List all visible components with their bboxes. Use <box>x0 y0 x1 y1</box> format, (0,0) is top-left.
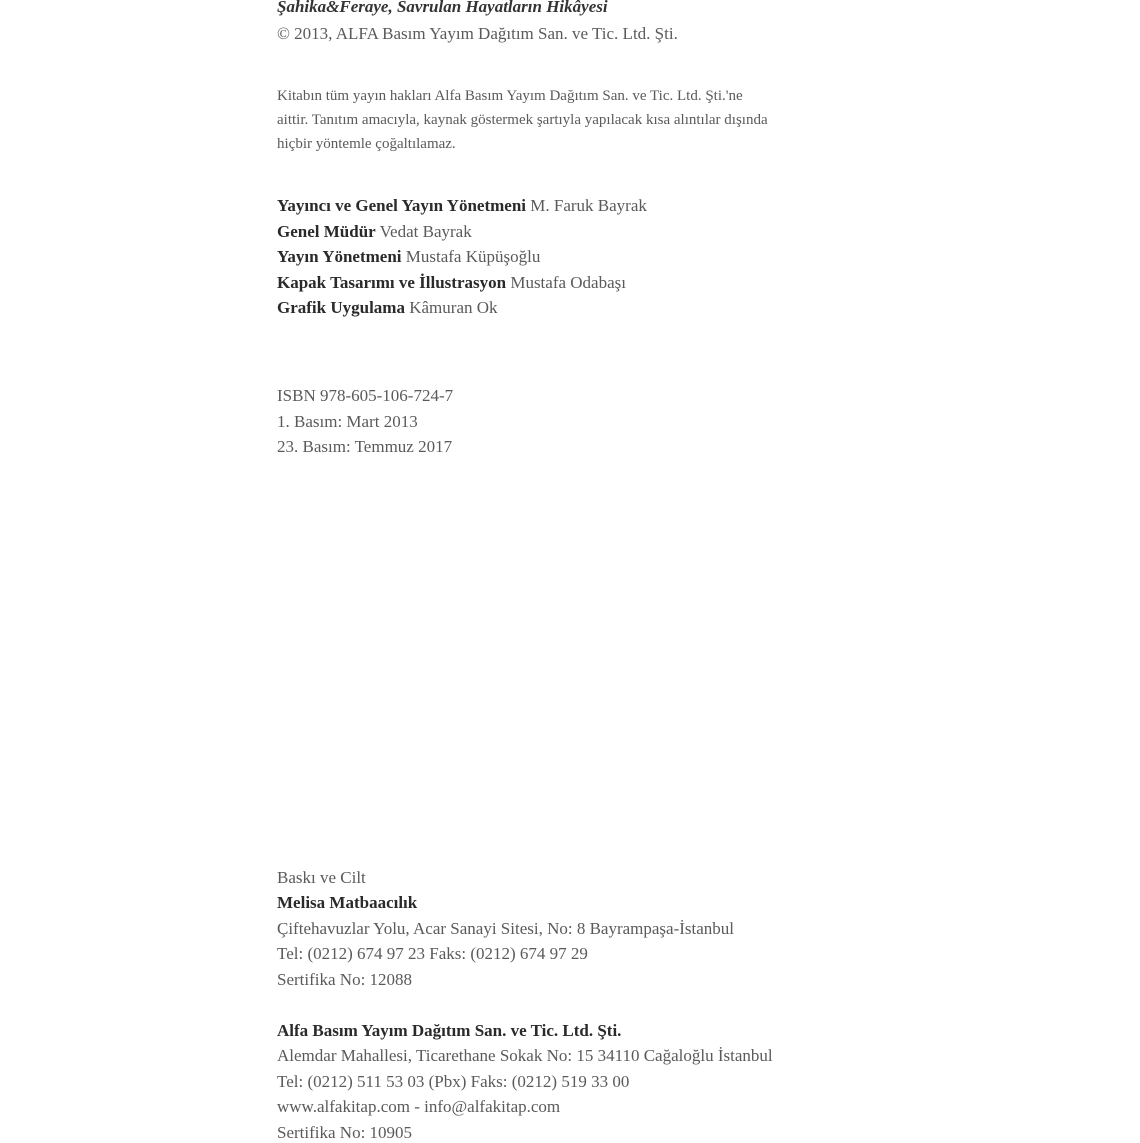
rights-line: hiçbir yöntemle çoğaltılamaz. <box>277 136 456 152</box>
credit-line <box>277 196 647 216</box>
isbn: ISBN 978-605-106-724-7 <box>277 386 454 405</box>
rights-line: Kitabın tüm yayın hakları Alfa Basım Yayım Dağıtım San. ve Tic. Ltd. Şti.'ne <box>277 88 743 104</box>
rights-line: aittir. Tanıtım amacıyla, kaynak göstermek şartıyla yapılacak kısa alıntılar dışında <box>277 112 768 128</box>
credit-line <box>277 273 626 293</box>
credit-name: Mustafa Odabaşı <box>510 273 626 292</box>
current-edition: 23. Basım: Temmuz 2017 <box>277 437 453 456</box>
credit-line <box>277 247 540 267</box>
credit-line <box>277 298 498 318</box>
publisher-address: Alemdar Mahallesi, Ticarethane Sokak No: 15 34110 Cağaloğlu İstanbul <box>277 1046 773 1065</box>
publisher-web: www.alfakitap.com - info@alfakitap.com <box>277 1097 561 1116</box>
publisher-name: Alfa Basım Yayım Dağıtım San. ve Tic. Ltd. Şti. <box>277 1021 622 1040</box>
credit-line <box>277 222 472 242</box>
publisher-phone: Tel: (0212) 511 53 03 (Pbx) Faks: (0212) 519 33 00 <box>277 1072 630 1091</box>
credit-name: Kâmuran Ok <box>409 298 498 317</box>
credit-role: Genel Müdür <box>277 222 376 241</box>
printer-certificate: Sertifika No: 12088 <box>277 970 413 989</box>
first-edition: 1. Basım: Mart 2013 <box>277 412 418 431</box>
copyright: © 2013, ALFA Basım Yayım Dağıtım San. ve Tic. Ltd. Şti. <box>277 24 678 43</box>
credit-role: Kapak Tasarımı ve İllustrasyon <box>277 273 507 292</box>
credit-name: Vedat Bayrak <box>379 222 472 241</box>
credit-name: Mustafa Küpüşoğlu <box>405 247 541 266</box>
printer-name: Melisa Matbaacılık <box>277 893 418 912</box>
credit-role: Grafik Uygulama <box>277 298 405 317</box>
credit-name: M. Faruk Bayrak <box>530 196 647 215</box>
publisher-certificate: Sertifika No: 10905 <box>277 1123 413 1142</box>
book-title: Şahika&Feraye, Savrulan Hayatların Hikâyesi <box>277 0 608 16</box>
credit-role: Yayıncı ve Genel Yayın Yönetmeni <box>277 196 527 215</box>
credit-role: Yayın Yönetmeni <box>277 247 402 266</box>
printer-phone: Tel: (0212) 674 97 23 Faks: (0212) 674 97 29 <box>277 944 588 963</box>
printer-address: Çiftehavuzlar Yolu, Acar Sanayi Sitesi, No: 8 Bayrampaşa-İstanbul <box>277 919 735 938</box>
printer-label: Baskı ve Cilt <box>277 868 366 887</box>
